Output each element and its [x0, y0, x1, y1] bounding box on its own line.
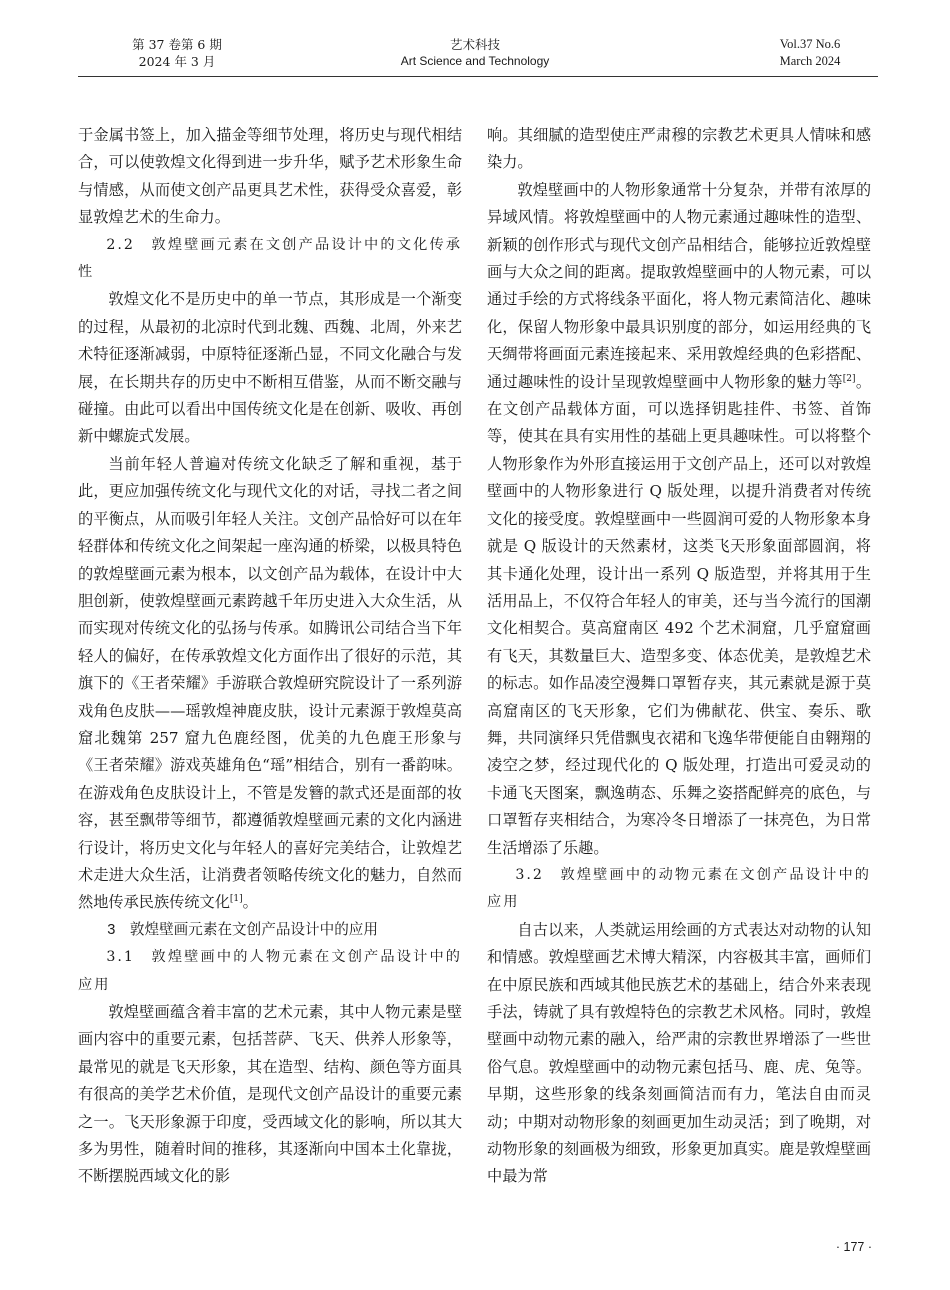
header-journal — [375, 36, 575, 70]
paragraph: 敦煌壁画蕴含着丰富的艺术元素，其中人物元素是壁画内容中的重要元素，包括菩萨、飞天、供养人形象等，最常见的就是飞天形象，其在造型、结构、颜色等方面具有很高的美学艺术价值，是现代文创产品设计的重要元素之一。飞天形象源于印度，受西域文化的影响，所以其大多为男性，随着时间的推移，其逐渐向中国本土化靠拢，不断摆脱西域文化的影 — [78, 1003, 462, 1186]
paragraph — [78, 451, 462, 917]
paragraph: 自古以来，人类就运用绘画的方式表达对动物的认知和情感。敦煌壁画艺术博大精深，内容极其丰富，画师们在中原民族和西域其他民族艺术的基础上，结合外来表现手法，铸就了具有敦煌特色的宗教艺术风格。同时，敦煌壁画中动物元素的融入，给严肃的宗教世界增添了一些世俗气息。敦煌壁画中的动物元素包括马、鹿、虎、兔等。早期，这些形象的线条刻画简洁而有力，笔法自由而灵动；中期对动物形象的刻画更加生动灵活；到了晚期，对动物形象的刻画极为细致，形象更加真实。鹿是敦煌壁画中最为常 — [487, 920, 871, 1186]
header-volume-en — [760, 36, 860, 70]
right-column — [487, 122, 871, 1191]
heading-2-2: 2.2 敦煌壁画元素在文创产品设计中的文化传承性 — [78, 236, 462, 281]
journal-title-en: Art Science and Technology — [400, 54, 550, 68]
heading-3-1: 3.1 敦煌壁画中的人物元素在文创产品设计中的应用 — [78, 949, 462, 993]
citation-ref-1[interactable]: [1] — [229, 894, 243, 905]
header-volume-issue: 第 37 卷第 6 期 — [132, 37, 222, 52]
left-column — [78, 122, 462, 1191]
journal-title-cn: 艺术科技 — [449, 37, 500, 52]
header-rule — [78, 76, 878, 77]
paragraph-text: 。在文创产品载体方面，可以选择钥匙挂件、书签、首饰等，使其在具有实用性的基础上更具趣味性。可以将整个人物形象作为外形直接运用于文创产品上，还可以对敦煌壁画中的人物形象进行 Q 版处理，以提升消费者对传统文化的接受度。敦煌壁画中一些圆润可爱的人物形象本身就是 Q 版设计的天然素材，这类飞天形象面部圆润，将其卡通化处理，设计出一系列 Q 版造型，并将其用于生活用品上，不仅符合年轻人的审美，还与当今流行的国潮文化相契合。莫高窟南区 492 个艺术洞窟，几乎窟窟画有飞天，其数量巨大、造型多变、体态优美，是敦煌艺术的标志。如作品凌空漫舞口罩暂存夹，其元素就是源于莫高窟南区的飞天形象，它们为佛献花、供宝、奏乐、歌舞，共同演绎只凭借飘曳衣裙和飞逸华带便能自由翱翔的凌空之梦，经过现代化的 Q 版处理，打造出可爱灵动的卡通飞天图案，飘逸萌态、乐舞之姿搭配鲜亮的底色，与口罩暂存夹相结合，为寒冷冬日增添了一抹亮色，为日常生活增添了乐趣。 — [487, 372, 871, 857]
page-header — [0, 0, 950, 80]
header-volume-cn — [112, 36, 242, 70]
paragraph: 响。其细腻的造型使庄严肃穆的宗教艺术更具人情味和感染力。 — [487, 126, 871, 172]
citation-ref-2[interactable]: [2] — [842, 373, 856, 384]
header-date-en: March 2024 — [779, 54, 841, 68]
paragraph: 敦煌文化不是历史中的单一节点，其形成是一个渐变的过程，从最初的北凉时代到北魏、西魏、北周，外来艺术特征逐渐减弱，中原特征逐渐凸显，不同文化融合与发展，在长期共存的历史中不断相互借鉴，从而不断交融与碰撞。由此可以看出中国传统文化是在创新、吸收、再创新中螺旋式发展。 — [78, 290, 462, 446]
paragraph — [487, 177, 871, 862]
paragraph: 于金属书签上，加入描金等细节处理，将历史与现代相结合，可以使敦煌文化得到进一步升华，赋予艺术形象生命与情感，从而使文创产品更具艺术性，获得受众喜爱，彰显敦煌艺术的生命力。 — [78, 126, 462, 227]
paragraph-text: 当前年轻人普遍对传统文化缺乏了解和重视，基于此，更应加强传统文化与现代文化的对话，寻找二者之间的平衡点，从而吸引年轻人关注。文创产品恰好可以在年轻群体和传统文化之间架起一座沟通的桥梁，以极具特色的敦煌壁画元素为根本，以文创产品为载体，在设计中大胆创新，使敦煌壁画元素跨越千年历史进入大众生活，从而实现对传统文化的弘扬与传承。如腾讯公司结合当下年轻人的偏好，在传承敦煌文化方面作出了很好的示范，其旗下的《王者荣耀》手游联合敦煌研究院设计了一系列游戏角色皮肤——瑶敦煌神鹿皮肤，设计元素源于敦煌莫高窟北魏第 257 窟九色鹿经图，优美的九色鹿王形象与《王者荣耀》游戏英雄角色“瑶”相结合，别有一番韵味。在游戏角色皮肤设计上，不管是发簪的款式还是面部的妆容，甚至飘带等细节，都遵循敦煌壁画元素的文化内涵进行设计，将历史文化与年轻人的喜好完美结合，让敦煌艺术走进大众生活，让消费者领略传统文化的魅力，自然而然地传承民族传统文化 — [78, 454, 462, 912]
paragraph-end: 。 — [242, 893, 258, 912]
heading-3: 3 敦煌壁画元素在文创产品设计中的应用 — [107, 921, 378, 938]
header-volume-number-en: Vol.37 No.6 — [779, 37, 841, 51]
page-number: · 177 · — [835, 1240, 872, 1254]
paragraph-text: 敦煌壁画中的人物形象通常十分复杂，并带有浓厚的异域风情。将敦煌壁画中的人物元素通过趣味性的造型、新颖的创作形式与现代文创产品相结合，能够拉近敦煌壁画与大众之间的距离。提取敦煌壁画中的人物元素，可以通过手绘的方式将线条平面化，将人物元素简洁化、趣味化，保留人物形象中最具识别度的部分，如运用经典的飞天绸带将画面元素连接起来、采用敦煌经典的色彩搭配、通过趣味性的设计呈现敦煌壁画中人物形象的魅力等 — [487, 180, 871, 391]
header-date-cn: 2024 年 3 月 — [138, 54, 216, 69]
heading-3-2: 3.2 敦煌壁画中的动物元素在文创产品设计中的应用 — [487, 866, 871, 911]
